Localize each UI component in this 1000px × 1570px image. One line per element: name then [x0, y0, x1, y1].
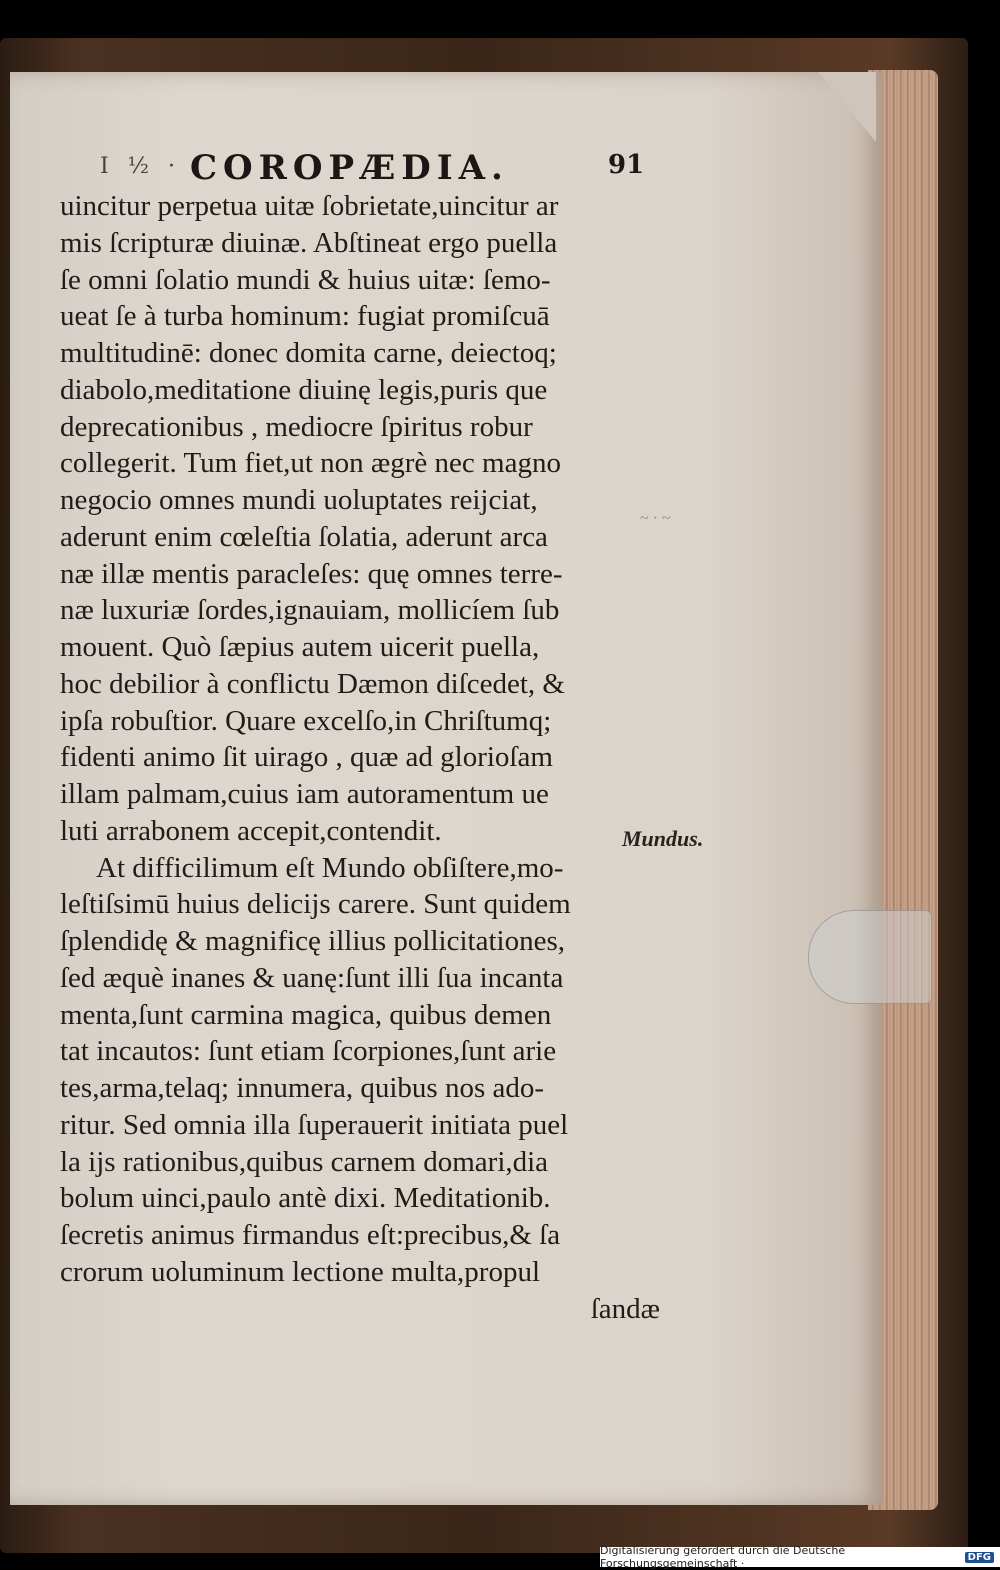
text-line: leſtiſsimū huius delicijs carere. Sunt quidem [60, 888, 571, 921]
text-line: tat incautos: ſunt etiam ſcorpiones,ſunt arie [60, 1035, 557, 1068]
text-line: At difficilimum eſt Mundo obſiſtere,mo- [96, 851, 564, 884]
text-line: negocio omnes mundi uoluptates reijciat, [60, 484, 538, 516]
text-line: collegerit. Tum fiet,ut non ægrè nec magno [60, 447, 561, 480]
text-line: la ijs rationibus,quibus carnem domari,dia [60, 1145, 549, 1178]
text-line: ſecretis animus firmandus eſt:precibus,& ſa [60, 1219, 561, 1251]
text-line: tes,arma,telaq; innumera, quibus nos ado- [60, 1072, 545, 1104]
body-text [60, 188, 660, 1327]
text-line: aderunt enim cœleſtia ſolatia, aderunt arca [60, 520, 548, 553]
text-line: ritur. Sed omnia illa ſuperauerit initiata puel [60, 1108, 569, 1141]
text-line: ipſa robuſtior. Quare excelſo,in Chriſtumq; [60, 704, 552, 737]
running-head-title: COROPÆDIA. [190, 148, 509, 188]
text-line: ueat ſe à turba hominum: fugiat promiſcuā [60, 300, 550, 333]
text-line: luti arrabonem accepit,contendit. [60, 814, 442, 847]
text-line: diabolo,meditatione diuinę legis,puris que [60, 373, 548, 406]
text-line: multitudinē: donec domita carne, deiectoq; [60, 337, 557, 369]
show-through-mark: ~ · ~ [640, 510, 671, 527]
text-line: illam palmam,cuius iam autoramentum ue [60, 778, 549, 810]
text-line: næ illæ mentis paracleſes: quę omnes terre- [60, 557, 563, 590]
text-line: mis ſcripturæ diuinæ. Abſtineat ergo puella [60, 226, 558, 259]
head-marks: I ½ · [100, 154, 181, 179]
text-line: crorum uoluminum lectione multa,propul [60, 1255, 541, 1288]
folded-corner [818, 72, 876, 142]
credit-text: Digitalisierung gefördert durch die Deutsche Forschungsgemeinschaft · [600, 1544, 846, 1570]
text-line: fidenti animo ſit uirago , quæ ad glorioſam [60, 741, 553, 774]
text-line: ſplendidę & magnificę illius pollicitationes, [60, 925, 565, 957]
text-line: menta,ſunt carmina magica, quibus demen [60, 998, 552, 1031]
marginal-note: Mundus. [622, 826, 704, 851]
digitization-credit [600, 1544, 1000, 1570]
text-line: mouent. Quò ſæpius autem uicerit puella, [60, 631, 540, 663]
text-line: uincitur perpetua uitæ ſobrietate,uincitur ar [60, 190, 559, 222]
folio-number: 91 [608, 150, 645, 180]
text-line: bolum uinci,paulo antè dixi. Meditationib. [60, 1182, 551, 1215]
catchword: ſandæ [590, 1292, 660, 1325]
text-line: ſe omni ſolatio mundi & huius uitæ: ſemo- [60, 263, 551, 296]
dfg-logo: DFG [965, 1552, 994, 1563]
text-line: deprecationibus , mediocre ſpiritus robur [60, 410, 533, 443]
page-tab-marker [808, 910, 932, 1004]
text-line: næ luxuriæ ſordes,ignauiam, mollicíem ſub [60, 594, 560, 627]
text-line: ſed æquè inanes & uanę:ſunt illi ſua incanta [60, 961, 564, 994]
text-line: hoc debilior à conflictu Dæmon diſcedet, & [60, 667, 565, 700]
